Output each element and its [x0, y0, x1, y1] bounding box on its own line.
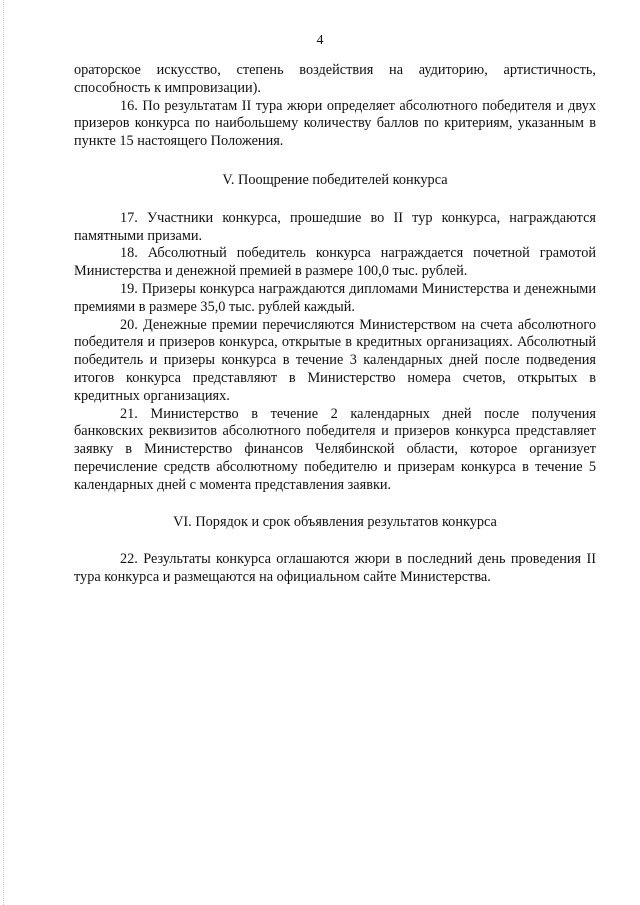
document-body	[74, 62, 596, 587]
paragraph-19: 19. Призеры конкурса награждаются дипломами Министерства и денежными премиями в размере 35,0 тыс. рублей каждый.	[74, 280, 596, 315]
paragraph-21: 21. Министерство в течение 2 календарных дней после получения банковских реквизитов абсолютного победителя и призеров конкурса представляет заявку в Министерство финансов Челябинской области, которое организует перечисление средств абсолютному победителю и призерам конкурса в течение 5 календарных дней с момента представления заявки.	[74, 405, 596, 493]
paragraph-17: 17. Участники конкурса, прошедшие во II тур конкурса, награждаются памятными призами.	[74, 209, 596, 244]
section-vi-heading: VI. Порядок и срок объявления результатов конкурса	[173, 513, 497, 530]
paragraph-continuation: ораторское искусство, степень воздействия на аудиторию, артистичность, способность к импровизации).	[74, 62, 596, 96]
paragraph-22: 22. Результаты конкурса оглашаются жюри в последний день проведения II тура конкурса и размещаются на официальном сайте Министерства.	[74, 551, 596, 586]
paragraph-20: 20. Денежные премии перечисляются Министерством на счета абсолютного победителя и призеров конкурса, открытые в кредитных организациях. Абсолютный победитель и призеры конкурса в течение 3 календарных дней после подведения итогов конкурса представляют в Министерство номера счетов, открытых в кредитных организациях.	[74, 316, 596, 404]
scan-edge-line	[3, 0, 4, 905]
paragraph-16: 16. По результатам II тура жюри определяет абсолютного победителя и двух призеров конкурса по наибольшему количеству баллов по критериям, указанным в пункте 15 настоящего Положения.	[74, 97, 596, 150]
page-number: 4	[316, 33, 324, 48]
section-v-heading: V. Поощрение победителей конкурса	[222, 171, 448, 188]
paragraph-18: 18. Абсолютный победитель конкурса награждается почетной грамотой Министерства и денежной премией в размере 100,0 тыс. рублей.	[74, 245, 596, 280]
